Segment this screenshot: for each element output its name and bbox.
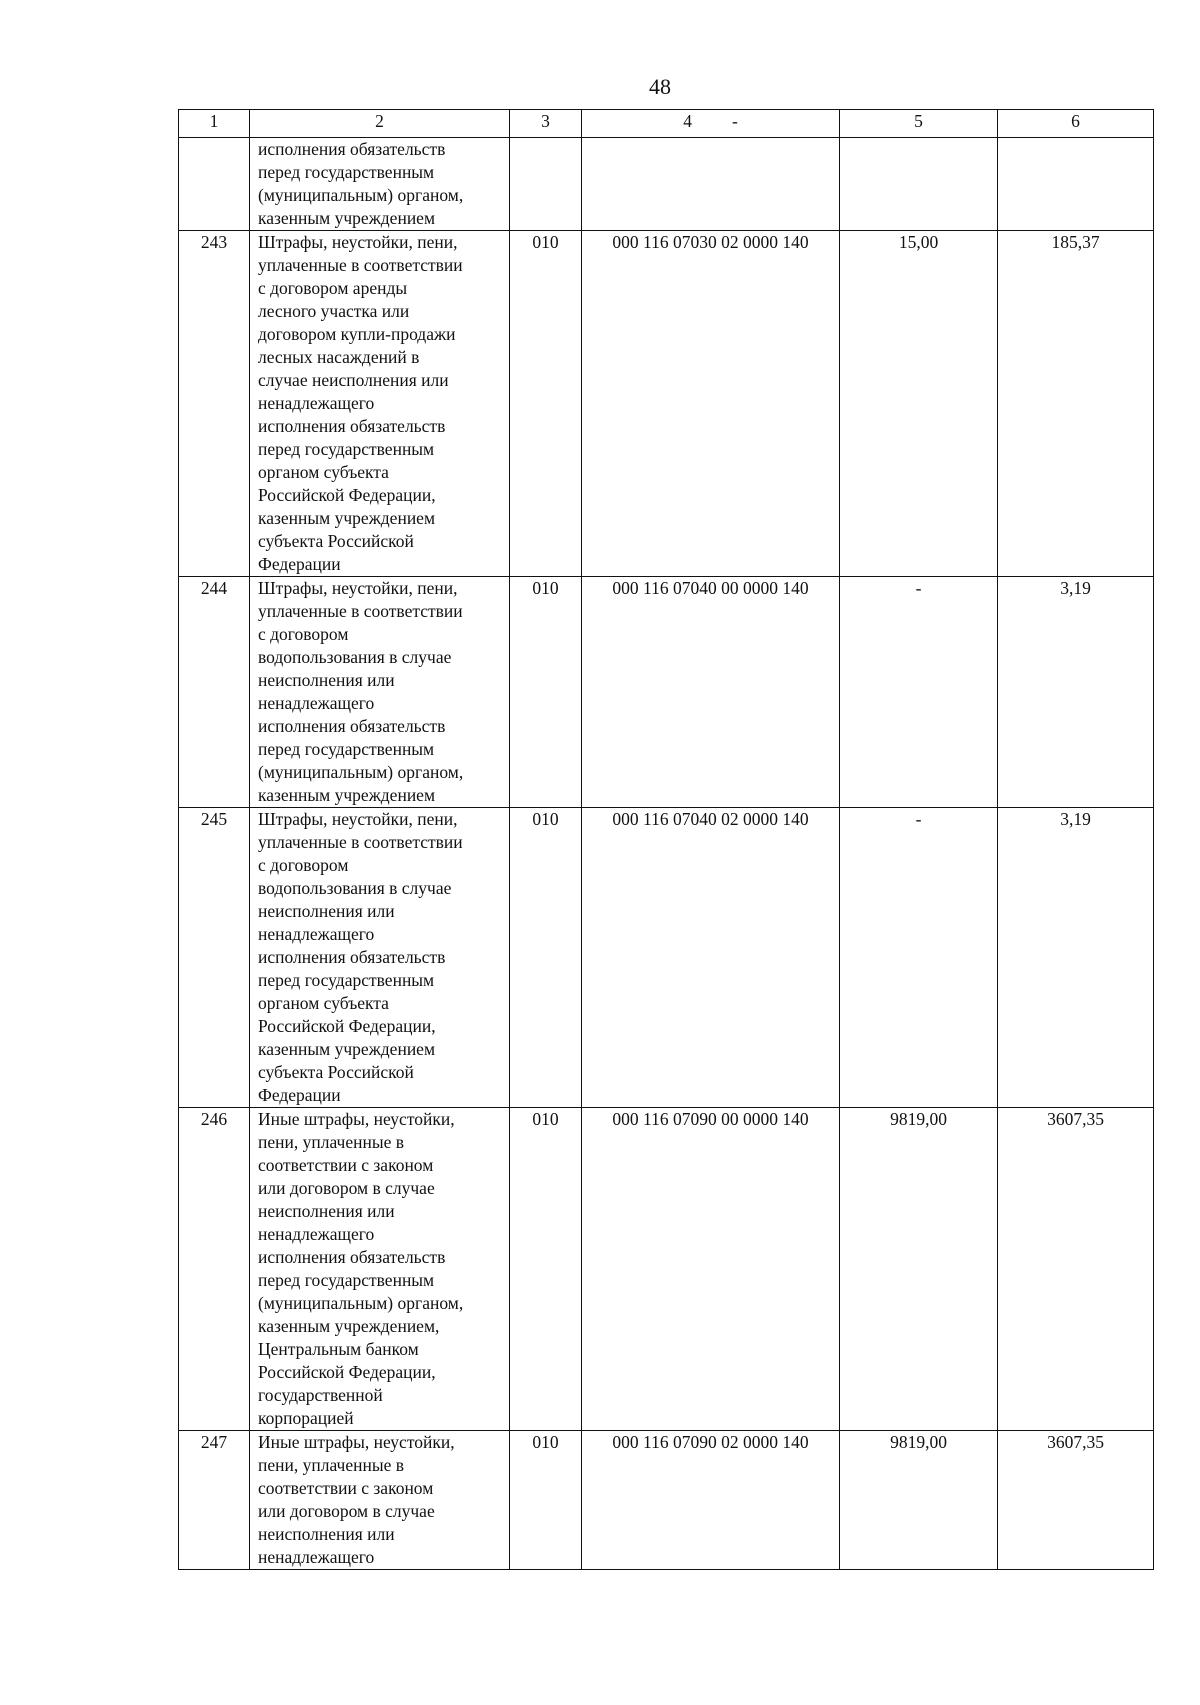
description-line: или договором в случае xyxy=(258,1501,435,1521)
table-row xyxy=(179,808,1154,1108)
description-line: перед государственным xyxy=(258,739,435,759)
description-line: (муниципальным) органом, xyxy=(258,1293,464,1313)
description-line: исполнения обязательств xyxy=(258,716,446,736)
description-line: ненадлежащего xyxy=(258,393,375,413)
description-line: исполнения обязательств xyxy=(258,947,446,967)
description-line: неисполнения или xyxy=(258,1201,395,1221)
header-col-3: 3 xyxy=(510,110,582,138)
row-plan-value: 9819,00 xyxy=(840,1108,998,1431)
row-description xyxy=(250,1108,510,1431)
description-line: водопользования в случае xyxy=(258,647,452,667)
row-number xyxy=(179,138,250,231)
description-line: Российской Федерации, xyxy=(258,1362,436,1382)
table-header xyxy=(179,110,1154,138)
description-line: Штрафы, неустойки, пени, xyxy=(258,809,458,829)
description-line: перед государственным xyxy=(258,162,435,182)
description-line: или договором в случае xyxy=(258,1178,435,1198)
row-description xyxy=(250,138,510,231)
row-fact-value: 3,19 xyxy=(998,577,1154,808)
header-col-4 xyxy=(582,110,840,138)
table-row xyxy=(179,231,1154,577)
header-col-2: 2 xyxy=(250,110,510,138)
description-line: казенным учреждением xyxy=(258,1039,436,1059)
description-line: казенным учреждением xyxy=(258,508,436,528)
table-row xyxy=(179,1108,1154,1431)
description-line: Российской Федерации, xyxy=(258,485,436,505)
header-row xyxy=(179,110,1154,138)
description-line: с договором xyxy=(258,624,349,644)
description-line: корпорацией xyxy=(258,1408,354,1428)
description-line: ненадлежащего xyxy=(258,693,375,713)
description-line: уплаченные в соответствии xyxy=(258,832,463,852)
table-row xyxy=(179,577,1154,808)
row-number: 243 xyxy=(179,231,250,577)
header-col-4-mark: - xyxy=(731,111,738,131)
description-line: (муниципальным) органом, xyxy=(258,762,464,782)
description-line: перед государственным xyxy=(258,970,435,990)
row-plan-value: 9819,00 xyxy=(840,1431,998,1570)
header-col-6: 6 xyxy=(998,110,1154,138)
row-description xyxy=(250,231,510,577)
table-row xyxy=(179,138,1154,231)
row-number: 247 xyxy=(179,1431,250,1570)
revenue-table xyxy=(178,109,1154,1570)
description-line: договором купли-продажи xyxy=(258,324,456,344)
description-line: Штрафы, неустойки, пени, xyxy=(258,232,458,252)
description-line: ненадлежащего xyxy=(258,1547,375,1567)
row-number: 244 xyxy=(179,577,250,808)
header-col-5: 5 xyxy=(840,110,998,138)
description-line: исполнения обязательств xyxy=(258,1247,446,1267)
description-line: Федерации xyxy=(258,1085,341,1105)
description-line: с договором аренды xyxy=(258,278,408,298)
row-budget-code: 000 116 07090 02 0000 140 xyxy=(582,1431,840,1570)
row-admin-code: 010 xyxy=(510,808,582,1108)
row-admin-code xyxy=(510,138,582,231)
row-description xyxy=(250,577,510,808)
row-budget-code: 000 116 07030 02 0000 140 xyxy=(582,231,840,577)
description-line: неисполнения или xyxy=(258,1524,395,1544)
page-number: 48 xyxy=(649,74,671,99)
header-col-4-label: 4 xyxy=(683,111,692,131)
description-line: органом субъекта xyxy=(258,462,389,482)
row-admin-code: 010 xyxy=(510,1108,582,1431)
description-line: органом субъекта xyxy=(258,993,389,1013)
description-line: (муниципальным) органом, xyxy=(258,185,464,205)
row-admin-code: 010 xyxy=(510,577,582,808)
description-line: Иные штрафы, неустойки, xyxy=(258,1432,455,1452)
row-plan-value: - xyxy=(840,577,998,808)
description-line: казенным учреждением xyxy=(258,208,436,228)
row-budget-code: 000 116 07040 00 0000 140 xyxy=(582,577,840,808)
description-line: соответствии с законом xyxy=(258,1478,434,1498)
description-line: неисполнения или xyxy=(258,901,395,921)
description-line: Иные штрафы, неустойки, xyxy=(258,1109,455,1129)
row-fact-value xyxy=(998,138,1154,231)
description-line: казенным учреждением xyxy=(258,785,436,805)
row-fact-value: 3,19 xyxy=(998,808,1154,1108)
row-admin-code: 010 xyxy=(510,231,582,577)
description-line: исполнения обязательств xyxy=(258,416,446,436)
row-fact-value: 3607,35 xyxy=(998,1108,1154,1431)
header-col-1: 1 xyxy=(179,110,250,138)
description-line: исполнения обязательств xyxy=(258,139,446,159)
description-line: с договором xyxy=(258,855,349,875)
row-fact-value: 3607,35 xyxy=(998,1431,1154,1570)
row-plan-value: - xyxy=(840,808,998,1108)
row-budget-code: 000 116 07040 02 0000 140 xyxy=(582,808,840,1108)
description-line: лесных насаждений в xyxy=(258,347,420,367)
description-line: пени, уплаченные в xyxy=(258,1132,404,1152)
description-line: пени, уплаченные в xyxy=(258,1455,404,1475)
description-line: субъекта Российской xyxy=(258,1062,414,1082)
row-description xyxy=(250,1431,510,1570)
description-line: государственной xyxy=(258,1385,383,1405)
row-budget-code: 000 116 07090 00 0000 140 xyxy=(582,1108,840,1431)
row-number: 246 xyxy=(179,1108,250,1431)
row-plan-value xyxy=(840,138,998,231)
row-fact-value: 185,37 xyxy=(998,231,1154,577)
table-row xyxy=(179,1431,1154,1570)
description-line: ненадлежащего xyxy=(258,924,375,944)
row-admin-code: 010 xyxy=(510,1431,582,1570)
description-line: уплаченные в соответствии xyxy=(258,601,463,621)
description-line: лесного участка или xyxy=(258,301,410,321)
description-line: перед государственным xyxy=(258,439,435,459)
table-body xyxy=(179,138,1154,1570)
description-line: субъекта Российской xyxy=(258,531,414,551)
row-plan-value: 15,00 xyxy=(840,231,998,577)
description-line: уплаченные в соответствии xyxy=(258,255,463,275)
description-line: неисполнения или xyxy=(258,670,395,690)
description-line: перед государственным xyxy=(258,1270,435,1290)
description-line: Российской Федерации, xyxy=(258,1016,436,1036)
row-number: 245 xyxy=(179,808,250,1108)
description-line: Центральным банком xyxy=(258,1339,419,1359)
description-line: Штрафы, неустойки, пени, xyxy=(258,578,458,598)
description-line: ненадлежащего xyxy=(258,1224,375,1244)
description-line: случае неисполнения или xyxy=(258,370,449,390)
description-line: водопользования в случае xyxy=(258,878,452,898)
row-budget-code xyxy=(582,138,840,231)
row-description xyxy=(250,808,510,1108)
description-line: соответствии с законом xyxy=(258,1155,434,1175)
description-line: Федерации xyxy=(258,554,341,574)
description-line: казенным учреждением, xyxy=(258,1316,440,1336)
